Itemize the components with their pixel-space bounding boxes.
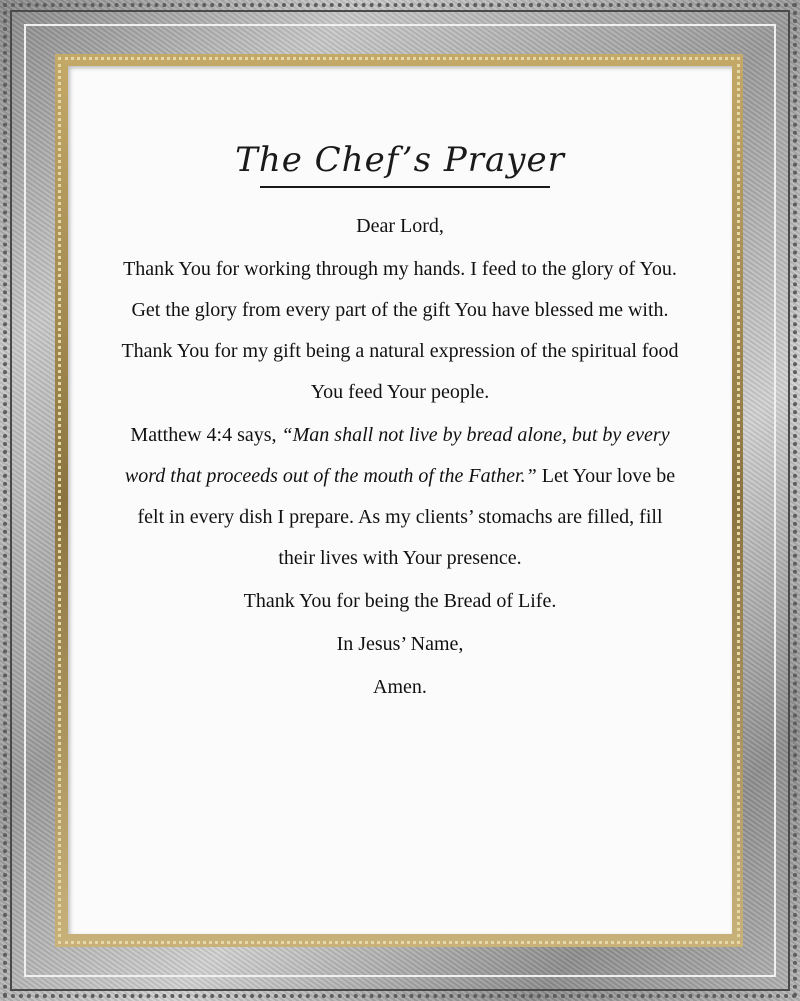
- prayer-body: [118, 206, 682, 710]
- thanks-line: Thank You for being the Bread of Life.: [243, 590, 557, 612]
- prayer-document: [68, 66, 732, 934]
- paragraph-gratitude: Thank You for working through my hands. I feed to the glory of You. Get the glory from every part of the gift You have blessed me with. Thank You for my gift being a natural expression of the spiritual food You feed Your people.: [121, 258, 679, 403]
- amen-line: Amen.: [373, 676, 427, 698]
- title-underline: [260, 186, 550, 188]
- scripture-quote: “Man shall not live by bread alone, but by every word that proceeds out of the mouth of the Father.”: [124, 424, 670, 487]
- paragraph-scripture: [118, 415, 682, 579]
- scripture-continuation: Let Your love be felt in every dish I prepare. As my clients’ stomachs are filled, fill their lives with Your presence.: [137, 465, 676, 569]
- scripture-intro: Matthew 4:4 says,: [130, 424, 282, 446]
- greeting: Dear Lord,: [356, 215, 444, 237]
- closing-line: In Jesus’ Name,: [336, 633, 464, 655]
- document-title: The Chef’s Prayer: [235, 140, 565, 180]
